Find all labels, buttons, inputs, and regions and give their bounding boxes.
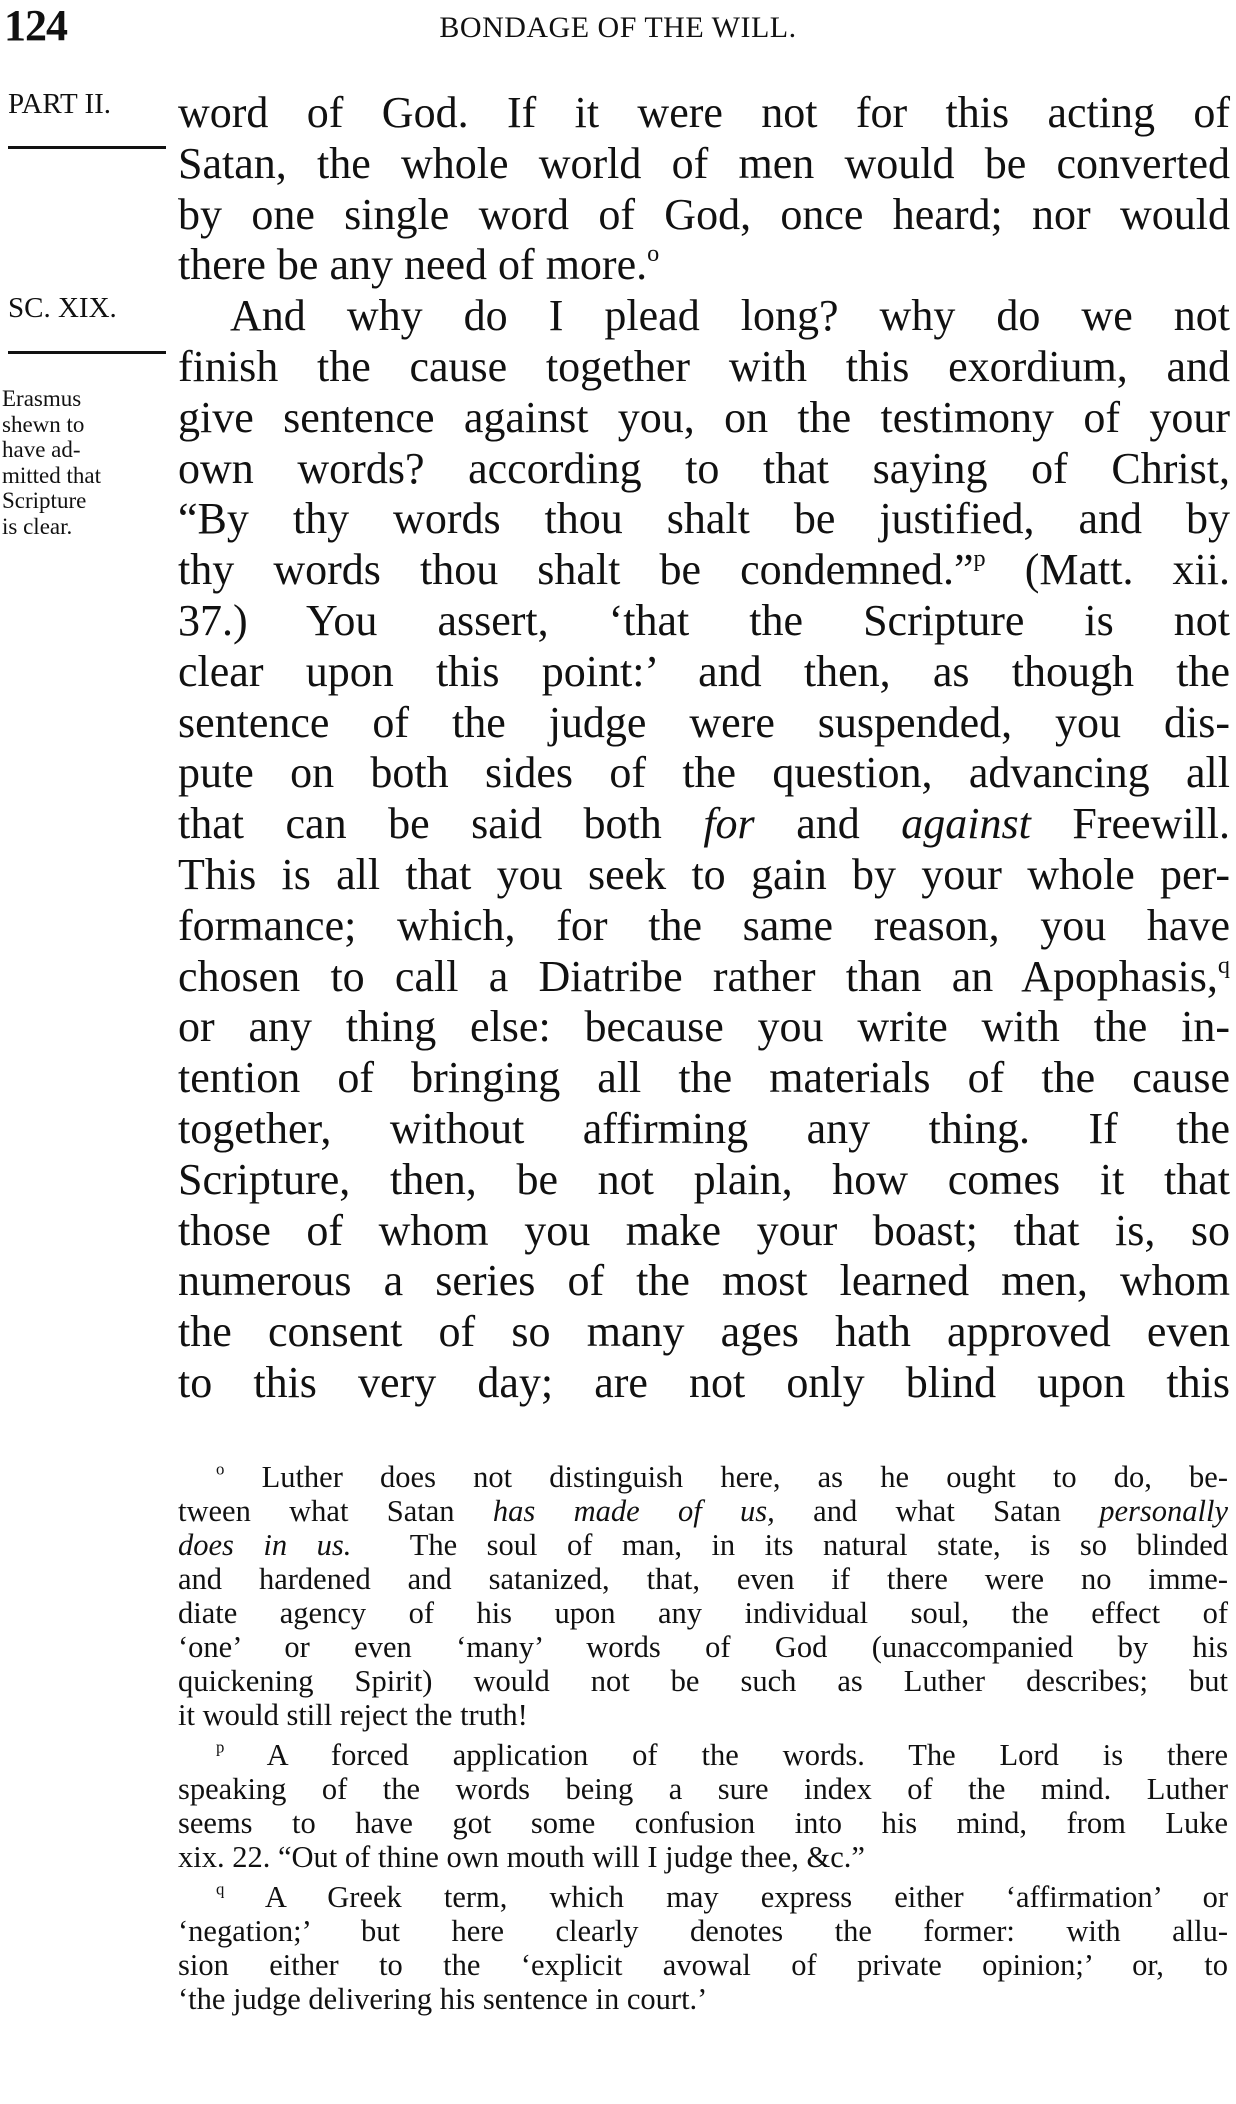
- text-line: finish the cause together with this exordium, and: [178, 341, 1230, 391]
- footnote-q-line: [178, 1880, 1228, 1914]
- text-line: [178, 799, 1230, 850]
- footnote-marker-o: o: [216, 1459, 225, 1479]
- text-line: 37.) You assert, ‘that the Scripture is not: [178, 595, 1230, 645]
- gloss-line: is clear.: [2, 513, 73, 539]
- gloss-line: have ad-: [2, 437, 81, 462]
- gloss-line: Erasmus: [2, 386, 82, 411]
- footnote-o-line: it would still reject the truth!: [178, 1698, 528, 1732]
- text-line: to this very day; are not only blind upon this: [178, 1357, 1230, 1407]
- text-line: by one single word of God, once heard; nor would: [178, 189, 1230, 239]
- text-line: [178, 545, 1230, 596]
- text-span: tween what Satan: [178, 1494, 455, 1528]
- margin-gloss: [2, 386, 172, 539]
- text-span: Luther does not distinguish here, as he ought to do, be-: [261, 1460, 1228, 1494]
- gloss-line: shewn to: [2, 411, 85, 437]
- text-line: word of God. If it were not for this acting of: [178, 88, 1230, 137]
- running-title: BONDAGE OF THE WILL.: [439, 11, 797, 44]
- emphasis: does in us.: [178, 1528, 352, 1562]
- footnote-p-line: [178, 1738, 1228, 1772]
- footnote-ref-p[interactable]: p: [973, 545, 986, 573]
- emphasis: against: [901, 799, 1031, 849]
- text-span: there be any need of more.: [178, 240, 648, 290]
- footnotes: [178, 1460, 1228, 2016]
- text-span: that can be said both: [178, 799, 662, 849]
- text-line: This is all that you seek to gain by your whole per-: [178, 849, 1230, 899]
- margin-rule: [8, 351, 166, 354]
- footnote-o-line: quickening Spirit) would not be such as Luther describes; but: [178, 1664, 1228, 1698]
- main-text: [178, 88, 1230, 1409]
- page-number: 124: [4, 1, 67, 50]
- text-line: or any thing else: because you write with the in-: [178, 1002, 1230, 1052]
- text-span: and: [796, 799, 860, 849]
- text-line: the consent of so many ages hath approved even: [178, 1307, 1230, 1357]
- gloss-line: Scripture: [2, 488, 87, 513]
- gloss-line: mitted that: [2, 462, 102, 488]
- footnote-p-line: xix. 22. “Out of thine own mouth will I judge thee, &c.”: [178, 1840, 865, 1874]
- text-line: tention of bringing all the materials of the cause: [178, 1053, 1230, 1103]
- text-line: And why do I plead long? why do we not: [230, 291, 1230, 341]
- text-span: Freewill.: [1072, 799, 1231, 849]
- footnote-q-line: ‘the judge delivering his sentence in court.’: [178, 1982, 708, 2016]
- text-line: clear upon this point:’ and then, as though the: [178, 646, 1230, 696]
- footnote-ref-o[interactable]: o: [647, 240, 660, 268]
- footnote-marker-p: p: [216, 1737, 225, 1757]
- text-line: [178, 952, 1230, 1003]
- footnote-p-line: speaking of the words being a sure index of the mind. Luther: [178, 1772, 1228, 1806]
- text-line: give sentence against you, on the testimony of your: [178, 392, 1230, 442]
- text-line: together, without affirming any thing. If the: [178, 1103, 1230, 1153]
- text-line: Satan, the whole world of men would be converted: [178, 138, 1230, 188]
- section-label: SC. XIX.: [8, 292, 117, 324]
- footnote-marker-q: q: [216, 1879, 225, 1899]
- text-line: own words? according to that saying of Christ,: [178, 443, 1230, 493]
- margin-rule: [8, 146, 166, 149]
- footnote-q-line: ‘negation;’ but here clearly denotes the former: with allu-: [178, 1914, 1228, 1948]
- text-line: Scripture, then, be not plain, how comes it that: [178, 1154, 1230, 1204]
- text-span: (Matt. xii.: [1024, 545, 1231, 595]
- text-line: numerous a series of the most learned men, whom: [178, 1256, 1230, 1306]
- footnote-o-line: [178, 1460, 1228, 1494]
- footnote-p-line: seems to have got some confusion into his mind, from Luke: [178, 1806, 1228, 1840]
- text-span: thy words thou shalt be condemned.”: [178, 545, 974, 595]
- text-span: A forced application of the words. The Lord is there: [266, 1738, 1228, 1772]
- footnote-q-line: sion either to the ‘explicit avowal of private opinion;’ or, to: [178, 1948, 1228, 1982]
- emphasis: has made of us,: [492, 1494, 775, 1528]
- footnote-o-line: diate agency of his upon any individual soul, the effect of: [178, 1596, 1228, 1630]
- text-span: chosen to call a Diatribe rather than an Apophasis,: [178, 951, 1218, 1001]
- text-line: sentence of the judge were suspended, you dis-: [178, 697, 1230, 747]
- emphasis: for: [703, 799, 755, 849]
- text-line: formance; which, for the same reason, you have: [178, 900, 1230, 950]
- footnote-o-line: [178, 1494, 1228, 1528]
- text-span: The soul of man, in its natural state, is so blinded: [409, 1528, 1228, 1562]
- emphasis: personally: [1099, 1494, 1229, 1528]
- text-span: A Greek term, which may express either ‘affirmation’ or: [264, 1880, 1228, 1914]
- part-label: PART II.: [8, 88, 112, 120]
- footnote-o-line: [178, 1528, 1228, 1562]
- text-line: those of whom you make your boast; that is, so: [178, 1205, 1230, 1255]
- text-line: “By thy words thou shalt be justified, and by: [178, 494, 1230, 544]
- text-span: and what Satan: [813, 1494, 1061, 1528]
- text-line: [178, 240, 1230, 291]
- text-line: pute on both sides of the question, advancing all: [178, 748, 1230, 798]
- footnote-o-line: ‘one’ or even ‘many’ words of God (unaccompanied by his: [178, 1630, 1228, 1664]
- footnote-o-line: and hardened and satanized, that, even if there were no imme-: [178, 1562, 1228, 1596]
- footnote-ref-q[interactable]: q: [1217, 951, 1230, 979]
